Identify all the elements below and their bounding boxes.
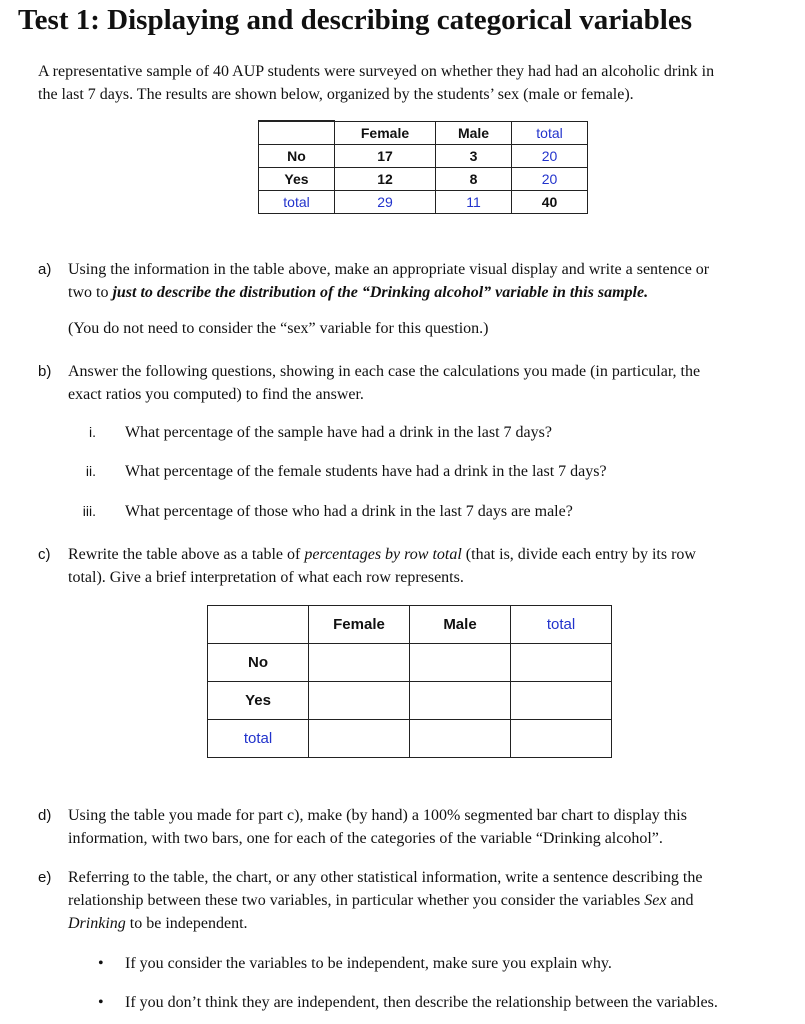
question-line <box>68 912 793 935</box>
table-row <box>208 682 612 720</box>
empty-cell <box>309 644 410 682</box>
question-line: exact ratios you computed) to find the answer. <box>68 386 364 403</box>
question-line <box>68 543 793 566</box>
subquestion-text: What percentage of those who had a drink in the last 7 days are male? <box>125 503 573 520</box>
question-text <box>68 258 793 304</box>
table-header-cell <box>259 121 335 145</box>
subquestion-label: iii. <box>82 503 96 519</box>
table-row <box>208 720 612 758</box>
table-row <box>208 644 612 682</box>
table-cell: 17 <box>335 145 436 168</box>
text-fragment: (that is, divide each entry by its row <box>461 546 696 563</box>
table-cell: 40 <box>512 191 588 214</box>
question-label: e) <box>38 869 52 886</box>
question-line: total). Give a brief interpretation of what each row represents. <box>68 569 464 586</box>
subquestion-label: ii. <box>85 463 96 479</box>
emphasis-text: Sex <box>644 892 667 909</box>
emphasis-text: just to describe the distribution of the “Drinking alcohol” variable in this sample. <box>112 284 649 301</box>
question-label: c) <box>38 546 51 563</box>
table-header-row <box>259 121 588 145</box>
row-label: total <box>208 720 309 758</box>
empty-cell <box>410 644 511 682</box>
question-label: a) <box>38 261 52 278</box>
question-line <box>68 281 793 304</box>
row-label: No <box>208 644 309 682</box>
bullet-text: If you don’t think they are independent, then describe the relationship between the variables. <box>125 994 718 1011</box>
table-row <box>259 168 588 191</box>
question-text <box>68 543 793 589</box>
bullet-text: If you consider the variables to be independent, make sure you explain why. <box>125 955 612 972</box>
empty-cell <box>309 682 410 720</box>
question-line: Using the table you made for part c), make (by hand) a 100% segmented bar chart to display this <box>68 807 687 824</box>
text-fragment: two to <box>68 284 113 301</box>
question-text <box>68 804 793 850</box>
text-fragment: and <box>666 892 694 909</box>
data-table <box>258 120 588 214</box>
question-line <box>68 889 793 912</box>
question-text <box>68 866 793 935</box>
empty-cell <box>410 720 511 758</box>
page-title: Test 1: Displaying and describing categorical variables <box>18 4 692 36</box>
question-line: Using the information in the table above, make an appropriate visual display and write a sentence or <box>68 261 710 278</box>
table-header-cell: Female <box>309 606 410 644</box>
bullet-icon: • <box>98 994 104 1011</box>
intro-paragraph <box>38 60 783 106</box>
table-header-cell: Male <box>410 606 511 644</box>
table-cell: 29 <box>335 191 436 214</box>
subquestion-text: What percentage of the sample have had a drink in the last 7 days? <box>125 424 552 441</box>
subquestion-label: i. <box>89 424 96 440</box>
table-header-cell: Male <box>436 121 512 145</box>
empty-cell <box>511 720 612 758</box>
intro-line: A representative sample of 40 AUP students were surveyed on whether they had had an alcoholic drink in <box>38 63 715 80</box>
emphasis-text: percentages by row total <box>304 546 462 563</box>
emphasis-text: Drinking <box>68 915 126 932</box>
table-cell: 8 <box>436 168 512 191</box>
percentage-table <box>207 605 612 758</box>
empty-cell <box>511 682 612 720</box>
question-line: Answer the following questions, showing in each case the calculations you made (in particular, the <box>68 363 701 380</box>
question-line: information, with two bars, one for each of the categories of the variable “Drinking alcohol”. <box>68 830 663 847</box>
row-label: total <box>259 191 335 214</box>
row-label: Yes <box>208 682 309 720</box>
table-cell: 11 <box>436 191 512 214</box>
subquestion-text: What percentage of the female students have had a drink in the last 7 days? <box>125 463 607 480</box>
empty-cell <box>309 720 410 758</box>
bullet-icon: • <box>98 955 104 972</box>
question-line: Referring to the table, the chart, or any other statistical information, write a sentence describing the <box>68 869 703 886</box>
row-label: No <box>259 145 335 168</box>
question-a-note: (You do not need to consider the “sex” variable for this question.) <box>68 320 489 337</box>
table-cell: 12 <box>335 168 436 191</box>
table-header-cell <box>208 606 309 644</box>
table-cell: 3 <box>436 145 512 168</box>
empty-cell <box>511 644 612 682</box>
question-label: b) <box>38 363 52 380</box>
text-fragment: relationship between these two variables, in particular whether you consider the variables <box>68 892 645 909</box>
table-header-cell: total <box>511 606 612 644</box>
table-cell: 20 <box>512 145 588 168</box>
question-label: d) <box>38 807 52 824</box>
table-cell: 20 <box>512 168 588 191</box>
intro-line: the last 7 days. The results are shown below, organized by the students’ sex (male or female). <box>38 86 634 103</box>
table-header-row <box>208 606 612 644</box>
text-fragment: Rewrite the table above as a table of <box>68 546 305 563</box>
table-row <box>259 191 588 214</box>
table-header-cell: total <box>512 121 588 145</box>
table-row <box>259 145 588 168</box>
table-header-cell: Female <box>335 121 436 145</box>
row-label: Yes <box>259 168 335 191</box>
empty-cell <box>410 682 511 720</box>
question-text <box>68 360 793 406</box>
text-fragment: to be independent. <box>125 915 248 932</box>
